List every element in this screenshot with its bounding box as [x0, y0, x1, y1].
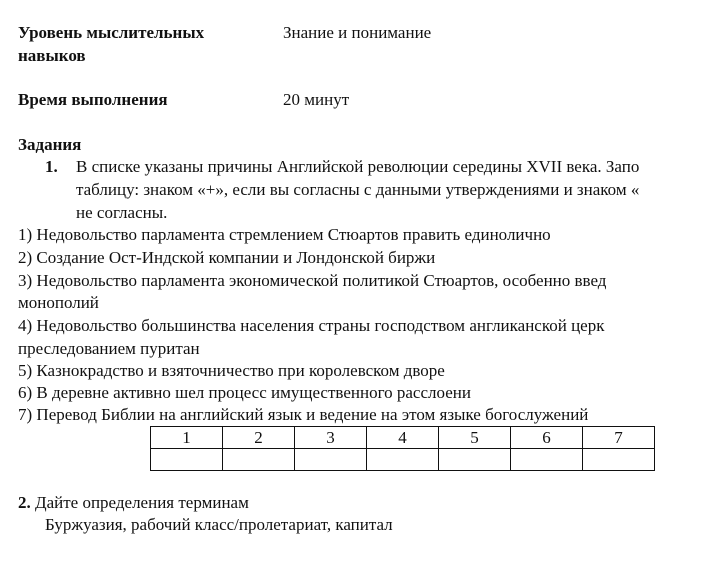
- answer-cell[interactable]: [367, 449, 439, 471]
- answer-cell[interactable]: [583, 449, 655, 471]
- task1-line-1: В списке указаны причины Английской революции середины XVII века. Запо: [76, 157, 640, 176]
- time-value: 20 минут: [283, 90, 350, 109]
- list-item: 1) Недовольство парламента стремлением Стюартов править единолично: [18, 225, 551, 244]
- list-item-cont: преследованием пуритан: [18, 339, 200, 358]
- time-label: Время выполнения: [18, 90, 168, 109]
- task2-heading: [18, 492, 249, 514]
- skill-level-label: Уровень мыслительных: [18, 23, 205, 42]
- task1-line-3: не согласны.: [76, 203, 168, 222]
- answer-table: [150, 426, 655, 471]
- list-item: 4) Недовольство большинства населения страны господством англиканской церк: [18, 316, 605, 335]
- task2-title: Дайте определения терминам: [30, 493, 249, 512]
- answer-cell[interactable]: [439, 449, 511, 471]
- task2-terms: Буржуазия, рабочий класс/пролетариат, капитал: [45, 515, 393, 534]
- list-item: 2) Создание Ост-Индской компании и Лондонской биржи: [18, 248, 436, 267]
- task2-number: 2.: [18, 493, 31, 512]
- answer-table-header-row: [151, 427, 655, 449]
- task1-line-2: таблицу: знаком «+», если вы согласны с данными утверждениями и знаком «: [76, 180, 640, 199]
- table-header-cell: 1: [151, 427, 223, 449]
- table-header-cell: 2: [223, 427, 295, 449]
- answer-cell[interactable]: [511, 449, 583, 471]
- table-header-cell: 4: [367, 427, 439, 449]
- list-item: 5) Казнокрадство и взяточничество при королевском дворе: [18, 361, 445, 380]
- table-header-cell: 5: [439, 427, 511, 449]
- answer-cell[interactable]: [151, 449, 223, 471]
- table-header-cell: 3: [295, 427, 367, 449]
- table-header-cell: 7: [583, 427, 655, 449]
- list-item-cont: монополий: [18, 293, 99, 312]
- list-item: 6) В деревне активно шел процесс имущественного расслоени: [18, 383, 471, 402]
- task1-number: 1.: [45, 157, 58, 176]
- list-item: 3) Недовольство парламента экономической политикой Стюартов, особенно введ: [18, 271, 607, 290]
- skill-level-value: Знание и понимание: [283, 23, 432, 42]
- answer-table-input-row: [151, 449, 655, 471]
- skill-level-label-cont: навыков: [18, 46, 86, 65]
- table-header-cell: 6: [511, 427, 583, 449]
- list-item: 7) Перевод Библии на английский язык и ведение на этом языке богослужений: [18, 405, 589, 424]
- answer-cell[interactable]: [223, 449, 295, 471]
- answer-cell[interactable]: [295, 449, 367, 471]
- tasks-heading: Задания: [18, 135, 82, 154]
